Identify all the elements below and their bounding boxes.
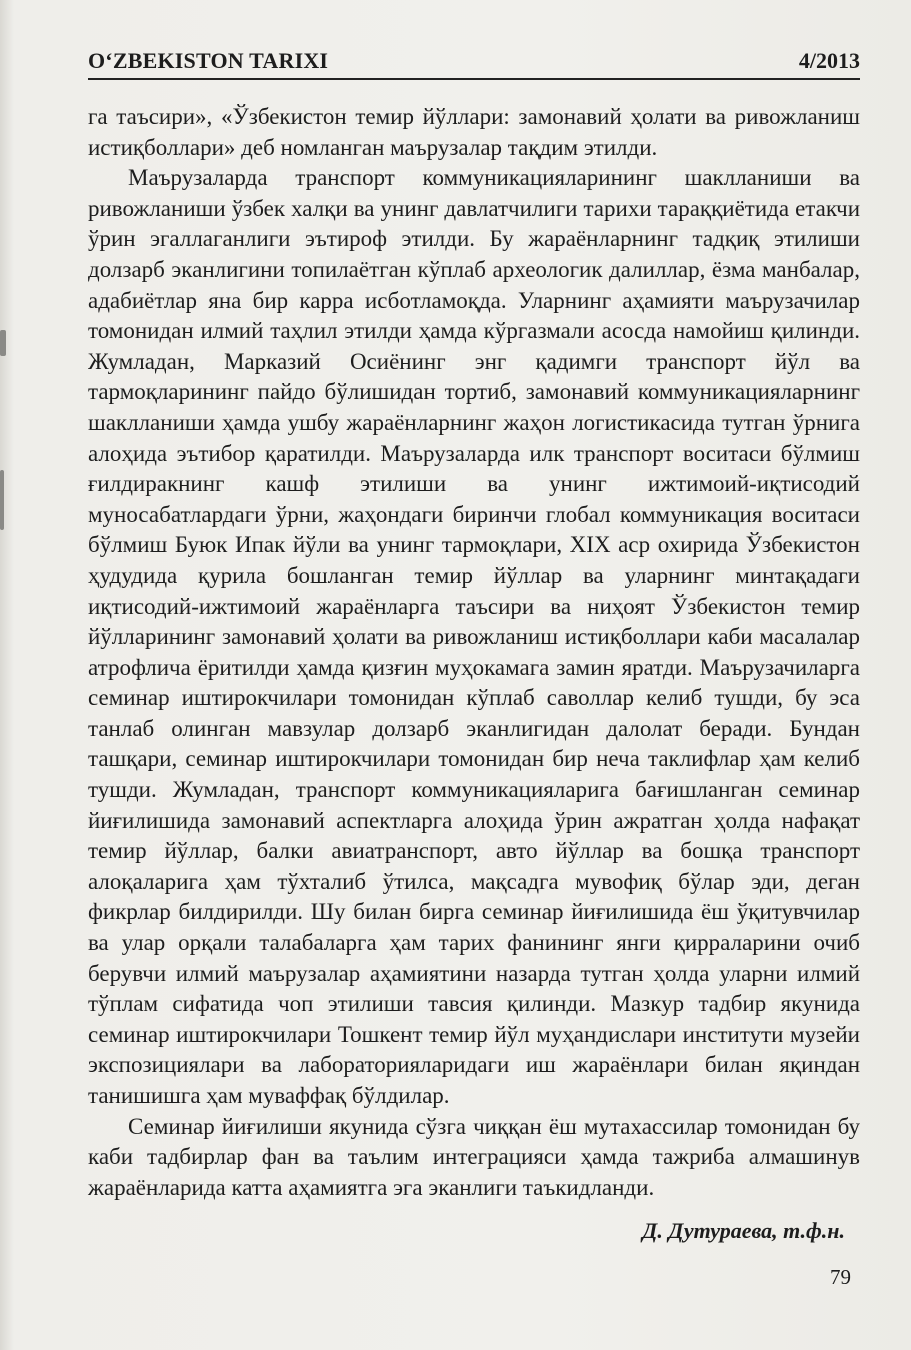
author-signature: Д. Дутураева, т.ф.н. [642, 1218, 845, 1243]
page-number: 79 [830, 1265, 851, 1289]
article-body [88, 102, 860, 1203]
issue-number: 4/2013 [798, 48, 860, 73]
scan-edge-mark [0, 470, 4, 530]
scan-edge-mark [0, 330, 6, 356]
journal-title: O‘ZBEKISTON TARIXI [88, 48, 329, 73]
paragraph-continued: га таъсири», «Ўзбекистон темир йўллари: замонавий ҳолати ва ривожланиш истиқболлари» деб номланган маърузалар тақдим этилди. [88, 104, 860, 160]
paragraph-final: Семинар йиғилиши якунида сўзга чиққан ёш мутахассилар томонидан бу каби тадбирлар фан ва таълим интеграцияси ҳамда тажриба алмашинув жараёнларида катта аҳамиятга эга эканлиги таъкидланди. [88, 1113, 860, 1200]
paragraph: Маърузаларда транспорт коммуникацияларининг шаклланиши ва ривожланиши ўзбек халқи ва унинг давлатчилиги тарихи тараққиётида етакчи ўрин эгаллаганлиги эътироф этилди. Бу жараёнларнинг тадқиқ этилиши долзарб эканлигини топилаётган кўплаб археологик далиллар, ёзма манбалар, адабиётлар яна бир карра исботламоқда. Уларнинг аҳамияти маърузачилар томонидан илмий таҳлил этилди ҳамда кўргазмали асосда намойиш қилинди. Жумладан, Марказий Осиёнинг энг қадимги транспорт йўл ва тармоқларининг пайдо бўлишидан тортиб, замонавий коммуникацияларнинг шаклланиши ҳамда ушбу жараёнларнинг жаҳон логистикасида тутган ўрнига алоҳида эътибор қаратилди. Маърузаларда илк транспорт воситаси бўлмиш ғилдиракнинг кашф этилиши ва унинг ижтимоий-иқтисодий муносабатлардаги ўрни, жаҳондаги биринчи глобал коммуникация воситаси бўлмиш Буюк Ипак йўли ва унинг тармоқлари, XIX аср охирида Ўзбекистон ҳудудида қурила бошланган темир йўллар ва уларнинг минтақадаги иқтисодий-ижтимоий жараёнларга таъсири ва ниҳоят Ўзбекистон темир йўлларининг замонавий ҳолати ва ривожланиш истиқболлари каби масалалар атрофлича ёритилди ҳамда қизғин муҳокамага замин яратди. Маърузачиларга семинар иштирокчилари томонидан кўплаб саволлар келиб тушди, бу эса танлаб олинган мавзулар долзарб эканлигидан далолат беради. Бундан ташқари, семинар иштирокчилари томонидан бир неча таклифлар ҳам келиб тушди. Жумладан, транспорт коммуникацияларига бағишланган семинар йиғилишида замонавий аспектларга алоҳида ўрин ажратган ҳолда нафақат темир йўллар, балки авиатранспорт, авто йўллар ва бошқа транспорт алоқаларига ҳам тўхталиб ўтилса, мақсадга мувофиқ бўлар эди, деган фикрлар билдирилди. Шу билан бирга семинар йиғилишида ёш ўқитувчилар ва улар орқали талабаларга ҳам тарих фанининг янги қирраларини очиб берувчи илмий маърузалар аҳамиятини назарда тутган ҳолда уларни илмий тўплам сифатида чоп этилиши тавсия қилинди. Мазкур тадбир якунида семинар иштирокчилари Тошкент темир йўл муҳандислари институти музейи экспозициялари ва лабораторияларидаги иш жараёнлари билан яқиндан танишишга ҳам муваффақ бўлдилар. [88, 165, 860, 1108]
running-header [88, 44, 860, 80]
